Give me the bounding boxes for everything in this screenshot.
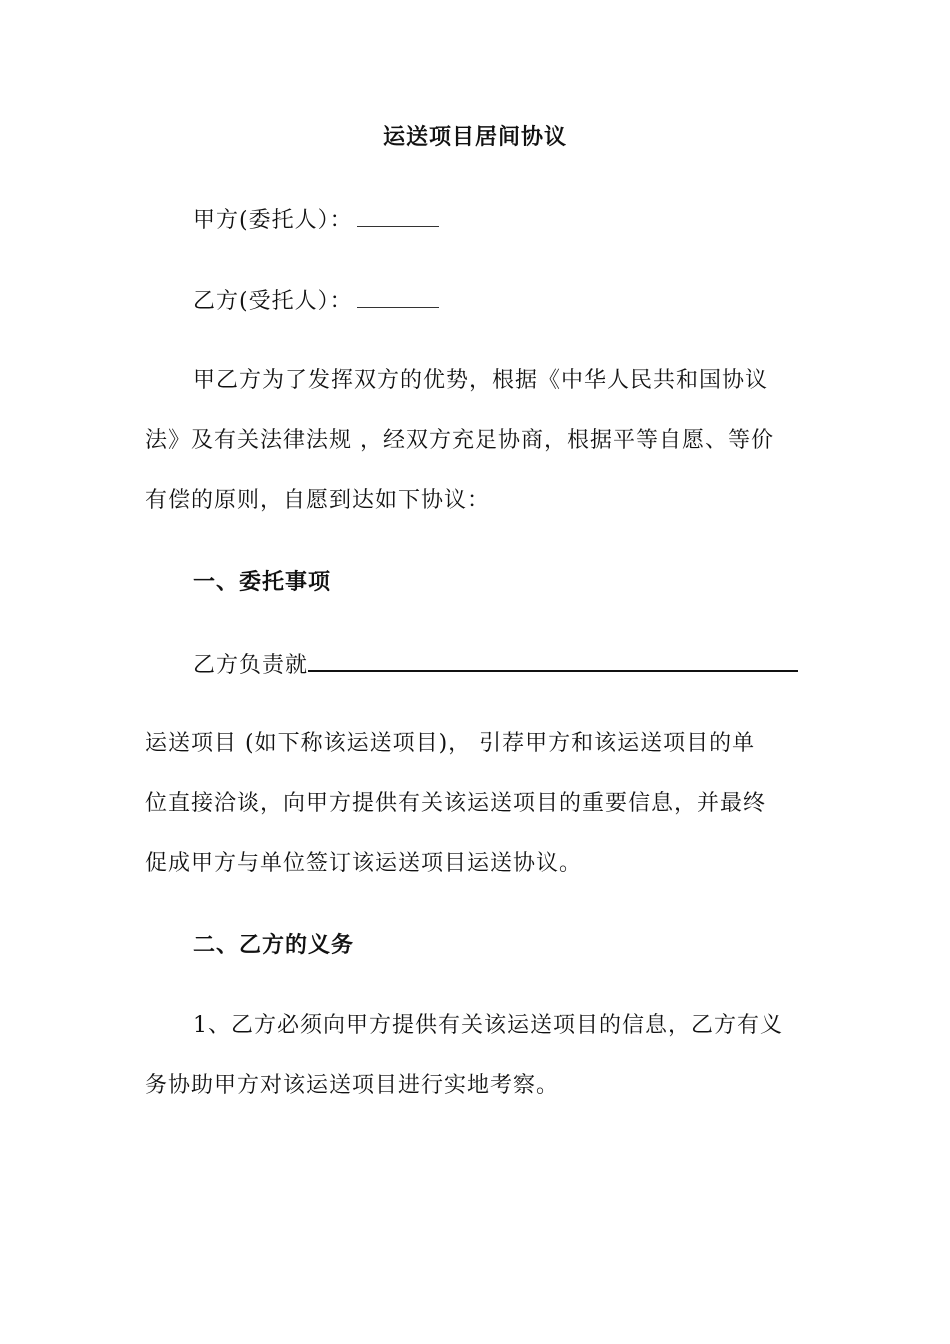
party-b-label: 乙方(受托人）： (193, 289, 353, 314)
section-1-blank (308, 648, 798, 672)
document-title: 运送项目居间协议 (382, 124, 567, 150)
section-2-item-1-line-1: 1、乙方必须向甲方提供有关该运送项目的信息，乙方有义 (193, 1013, 783, 1038)
section-1-lead: 乙方负责就 (193, 653, 309, 678)
section-2-heading: 二、乙方的义务 (193, 932, 355, 958)
intro-line-1: 甲乙方为了发挥双方的优势，根据《中华人民共和国协议 (193, 368, 769, 393)
party-a-line (193, 204, 439, 236)
section-1-heading: 一、委托事项 (193, 569, 332, 595)
intro-line-3: 有偿的原则，自愿到达如下协议： (145, 488, 491, 513)
party-b-blank (357, 285, 439, 308)
section-1-lead-line (193, 648, 798, 681)
section-1-body-line-1: 运送项目 (如下称该运送项目)， 引荐甲方和该运送项目的单 (145, 731, 756, 756)
party-a-label: 甲方(委托人）： (193, 208, 353, 233)
party-a-blank (357, 204, 439, 227)
intro-line-2: 法》及有关法律法规 ，经双方充足协商，根据平等自愿、等价 (145, 428, 774, 453)
section-1-body-line-3: 促成甲方与单位签订该运送项目运送协议。 (145, 851, 583, 876)
party-b-line (193, 285, 439, 317)
section-2-item-1-line-2: 务协助甲方对该运送项目进行实地考察。 (145, 1073, 560, 1098)
section-1-body-line-2: 位直接洽谈，向甲方提供有关该运送项目的重要信息，并最终 (145, 791, 767, 816)
